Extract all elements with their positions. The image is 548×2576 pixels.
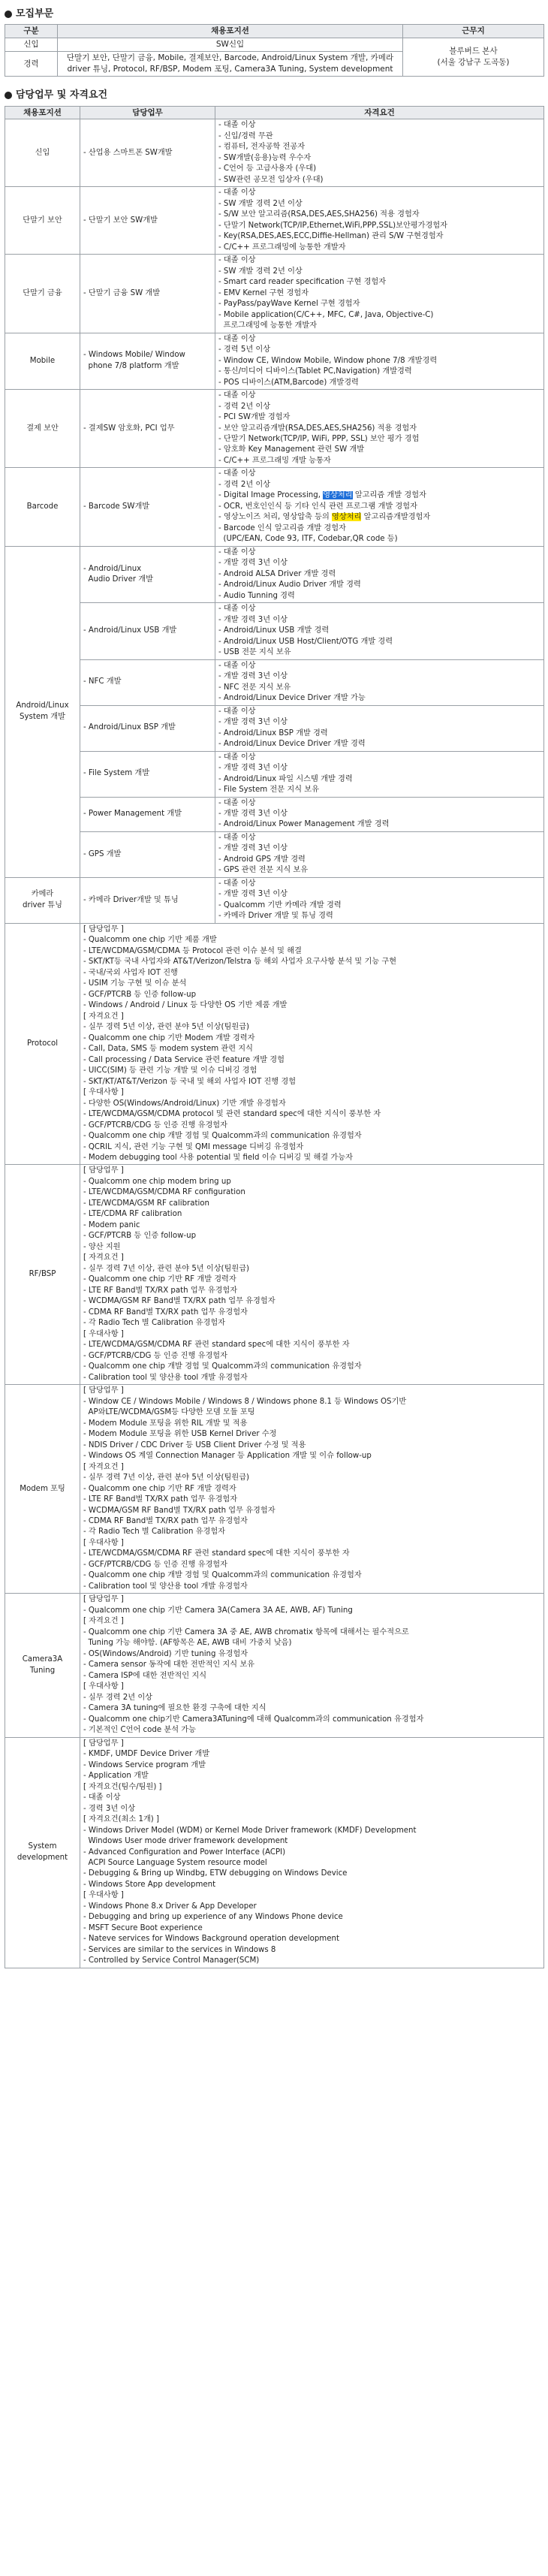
detail-item: - LTE/WCDMA/GSM/CDMA protocol 및 관련 standard spec에 대한 지식이 풍부한 자	[83, 1110, 381, 1119]
requirement-item: - 단말기 Network(TCP/IP,Ethernet,WiFi,PPP,SSL)보안평가경험자	[218, 221, 448, 230]
duties-table	[5, 106, 544, 1968]
position-cell: 단말기 금융	[5, 255, 80, 333]
detail-item: - CDMA RF Band별 TX/RX path 업무 유경험자	[83, 1516, 248, 1525]
requirement-item: - NFC 전문 지식 보유	[218, 683, 291, 692]
detail-item: - Camera ISP에 대한 전반적인 지식	[83, 1671, 207, 1680]
requirement-item: - Android GPS 개발 경력	[218, 855, 306, 864]
duty-row	[5, 333, 544, 389]
requirements-cell	[215, 831, 544, 877]
detail-item: Tuning 가능 해야함. (AF항목은 AE, AWB 대비 가중치 낮음)	[83, 1639, 292, 1648]
detail-item: [ 우대사항 ]	[83, 1088, 124, 1097]
detail-item: - Windows / Android / Linux 등 다양한 OS 기반 제품 개발	[83, 1001, 288, 1010]
requirements-list	[218, 547, 540, 602]
position-cell: Barcode	[5, 468, 80, 546]
header-position: 채용포지션	[58, 25, 403, 38]
details-cell	[80, 1737, 544, 1968]
details-cell	[80, 923, 544, 1165]
requirement-item: - Android/Linux Device Driver 개발 경력	[218, 740, 366, 749]
requirement-item: - Android/Linux Device Driver 개발 가능	[218, 694, 366, 703]
detail-item: - 양산 지원	[83, 1242, 121, 1251]
requirement-item: - Android/Linux Audio Driver 개발 경력	[218, 581, 361, 590]
requirement-item: - 대졸 이상	[218, 707, 256, 716]
location-cell: 블루버드 본사 (서울 강남구 도곡동)	[403, 38, 544, 77]
requirement-item: - SW개발(응용)능력 우수자	[218, 153, 312, 162]
detail-item: - NDIS Driver / CDC Driver 등 USB Client Driver 수정 및 적용	[83, 1440, 306, 1449]
detail-item: - WCDMA/GSM RF Band별 TX/RX path 업무 유경험자	[83, 1506, 276, 1515]
detail-item: - Qualcomm one chip 기반 Camera 3A(Camera 3A AE, AWB, AF) Tuning	[83, 1606, 353, 1615]
requirement-item: - 컴퓨터, 전자공학 전공자	[218, 143, 306, 152]
requirement-item: - 통신/미디어 디바이스(Tablet PC,Navigation) 개발경력	[218, 367, 412, 376]
requirement-item: - 개발 경력 3년 이상	[218, 809, 288, 818]
requirement-item: - POS 디바이스(ATM,Barcode) 개발경력	[218, 378, 359, 387]
requirements-cell	[215, 333, 544, 389]
requirement-item: - Qualcomm 기반 카메라 개발 경력	[218, 900, 342, 909]
requirements-list	[218, 753, 540, 796]
duty-row	[5, 877, 544, 923]
position-cell: Protocol	[5, 923, 80, 1165]
detail-item: - Camera sensor 동작에 대한 전반적인 지식 보유	[83, 1661, 255, 1670]
requirement-item: - 개발 경력 3년 이상	[218, 559, 288, 568]
detail-item: - GCF/PTCRB 등 인증 follow-up	[83, 990, 197, 999]
duty-row	[5, 797, 544, 831]
requirement-item: - PayPass/payWave Kernel 구현 경험자	[218, 300, 360, 309]
detail-item: ACPI Source Language System resource model	[83, 1859, 267, 1867]
requirements-cell	[215, 390, 544, 468]
detail-item: - Modem Module 포팅을 위한 RIL 개발 및 적용	[83, 1419, 248, 1428]
position-cell: SW신입	[58, 38, 403, 52]
detail-item: - 경력 3년 이상	[83, 1804, 136, 1813]
requirement-item: - C/C++ 프로그래밍 개발 능통자	[218, 456, 331, 465]
requirements-list	[218, 469, 540, 544]
requirement-item: - 대졸 이상	[218, 547, 256, 557]
requirement-item: - 보안 알고리즘개발(RSA,DES,AES,SHA256) 적용 경험자	[218, 424, 417, 433]
detail-item: - Windows Store App development	[83, 1880, 216, 1889]
detail-item: - 실무 경력 5년 이상, 관련 분야 5년 이상(팀원급)	[83, 1023, 250, 1032]
detail-item: - Qualcomm one chip 개발 경험 및 Qualcomm과의 communication 유경험자	[83, 1571, 362, 1580]
detail-item: Windows User mode driver framework development	[83, 1837, 288, 1846]
task-cell: - NFC 개발	[80, 659, 215, 705]
type-cell: 신입	[5, 38, 58, 52]
duty-row	[5, 390, 544, 468]
highlight-mark: 영상처리	[323, 491, 353, 500]
requirement-item: - Android/Linux USB 개발 경력	[218, 626, 330, 635]
requirement-item: - Audio Tunning 경력	[218, 591, 295, 600]
details-list	[83, 1166, 540, 1383]
position-cell: 단말기 보안, 단말기 금융, Mobile, 결제보안, Barcode, Android/Linux System 개발, 카메라 driver 튜닝, Protocol, RF/BSP, Modem 포팅, Camera3A Tuning, System development	[58, 52, 403, 77]
duty-row	[5, 603, 544, 659]
requirement-item: - OCR, 번호인인식 등 기타 인식 관련 프로그램 개발 경험자	[218, 502, 417, 511]
detail-item: - Windows Driver Model (WDM) or Kernel Mode Driver framework (KMDF) Development	[83, 1826, 417, 1835]
section1-heading	[5, 8, 543, 21]
header-position: 채용포지션	[5, 106, 80, 119]
detail-item: - 실무 경력 7년 이상, 관련 분야 5년 이상(팀원급)	[83, 1474, 250, 1483]
task-cell: - Barcode SW개발	[80, 468, 215, 546]
requirement-item: - PCI SW개발 경험자	[218, 413, 291, 422]
requirement-item: - C언어 등 고급사용자 (우대)	[218, 164, 317, 173]
requirement-item: - 암호화 Key Management 관련 SW 개발	[218, 445, 365, 454]
detail-item: - Qualcomm one chip 개발 경험 및 Qualcomm과의 communication 유경험자	[83, 1362, 362, 1371]
requirements-cell	[215, 603, 544, 659]
requirements-cell	[215, 468, 544, 546]
requirements-cell	[215, 119, 544, 187]
requirements-cell	[215, 546, 544, 602]
duty-row	[5, 705, 544, 751]
task-cell: - 산업용 스마트폰 SW개발	[80, 119, 215, 187]
detail-item: [ 우대사항 ]	[83, 1891, 124, 1900]
duty-row-wide	[5, 1165, 544, 1385]
detail-item: - Debugging and bring up experience of any Windows Phone device	[83, 1913, 343, 1922]
requirement-item: - 대졸 이상	[218, 753, 256, 762]
requirement-item: 프로그래밍에 능통한 개발자	[218, 321, 318, 330]
task-cell: - 결제SW 암호화, PCI 업무	[80, 390, 215, 468]
position-cell: Mobile	[5, 333, 80, 389]
position-cell: 결제 보안	[5, 390, 80, 468]
requirement-item: - 개발 경력 3년 이상	[218, 672, 288, 681]
task-cell: - Windows Mobile/ Window phone 7/8 platform 개발	[80, 333, 215, 389]
requirements-list	[218, 707, 540, 750]
detail-item: [ 자격요건 ]	[83, 1253, 124, 1262]
task-cell: - 단말기 금융 SW 개발	[80, 255, 215, 333]
requirements-list	[218, 188, 540, 253]
task-cell: - 카메라 Driver개발 및 튜닝	[80, 877, 215, 923]
detail-item: [ 자격요건 ]	[83, 1617, 124, 1626]
task-cell: - Android/Linux Audio Driver 개발	[80, 546, 215, 602]
detail-item: - Services are similar to the services in Windows 8	[83, 1945, 276, 1954]
header-location: 근무지	[403, 25, 544, 38]
task-cell: - Android/Linux USB 개발	[80, 603, 215, 659]
requirement-item: - Barcode 인식 알고리즘 개발 경험자	[218, 523, 346, 532]
duty-row	[5, 119, 544, 187]
detail-item: - Windows Phone 8.x Driver & App Developer	[83, 1902, 257, 1911]
position-cell: Android/Linux System 개발	[5, 546, 80, 877]
requirement-item: - 대졸 이상	[218, 798, 256, 807]
position-cell: 신입	[5, 119, 80, 187]
position-cell: System development	[5, 1737, 80, 1968]
detail-item: - Application 개발	[83, 1772, 149, 1781]
requirement-item: - Mobile application(C/C++, MFC, C#, Java, Objective-C)	[218, 310, 434, 319]
task-cell: - File System 개발	[80, 751, 215, 797]
bullet-icon	[5, 11, 12, 18]
requirement-item: - 대졸 이상	[218, 605, 256, 614]
requirement-item: - Android/Linux 파일 시스템 개발 경력	[218, 774, 353, 783]
detail-item: - 실무 경력 2년 이상	[83, 1693, 152, 1702]
requirement-item: - 대졸 이상	[218, 189, 256, 198]
detail-item: - Window CE / Windows Mobile / Windows 8 / Windows phone 8.1 등 Windows OS기반	[83, 1397, 407, 1406]
requirements-cell	[215, 877, 544, 923]
requirement-item: - Android/Linux USB Host/Client/OTG 개발 경력	[218, 637, 393, 646]
detail-item: [ 우대사항 ]	[83, 1329, 124, 1338]
detail-item: - LTE/CDMA RF calibration	[83, 1210, 182, 1219]
detail-item: - LTE/WCDMA/GSM/CDMA RF 관련 standard spec에 대한 지식이 풍부한 자	[83, 1341, 350, 1350]
requirement-item: - 경력 5년 이상	[218, 345, 271, 354]
requirements-list	[218, 833, 540, 876]
detail-item: - 각 Radio Tech 별 Calibration 유경험자	[83, 1528, 226, 1537]
requirements-cell	[215, 751, 544, 797]
detail-item: - SKT/KT/AT&T/Verizon 등 국내 및 해외 사업자 IOT 진행 경험	[83, 1077, 297, 1086]
duty-row	[5, 751, 544, 797]
requirement-item: - 경력 2년 이상	[218, 480, 271, 489]
detail-item: - Qualcomm one chip 기반 Modem 개발 경력자	[83, 1033, 255, 1042]
detail-item: - Qualcomm one chip기반 Camera3ATuning에 대해 Qualcomm과의 communication 유경험자	[83, 1715, 424, 1724]
duty-row	[5, 187, 544, 255]
position-cell: RF/BSP	[5, 1165, 80, 1385]
requirements-list	[218, 391, 540, 466]
detail-item: [ 자격요건 ]	[83, 1012, 124, 1021]
detail-item: [ 우대사항 ]	[83, 1682, 124, 1691]
detail-item: - Call, Data, SMS 등 modem system 관련 지식	[83, 1045, 253, 1054]
header-requirements: 자격요건	[215, 106, 544, 119]
duties-header-row	[5, 106, 544, 119]
position-cell: 카메라 driver 튜닝	[5, 877, 80, 923]
recruitment-row-new	[5, 38, 544, 52]
detail-item: - LTE/WCDMA/GSM RF calibration	[83, 1199, 209, 1208]
requirement-item: - Smart card reader specification 구현 경험자	[218, 278, 387, 287]
duty-row-wide	[5, 1385, 544, 1594]
recruitment-header-row	[5, 25, 544, 38]
requirement-item: - Key(RSA,DES,AES,ECC,Diffie-Hellman) 관리 S/W 구현경험자	[218, 232, 444, 241]
duty-row-wide	[5, 923, 544, 1165]
detail-item: [ 담당업무 ]	[83, 925, 124, 934]
header-type: 구분	[5, 25, 58, 38]
requirement-item: - SW관련 공모전 입상자 (우대)	[218, 175, 324, 184]
requirement-item: - Android ALSA Driver 개발 경력	[218, 569, 336, 578]
duty-row	[5, 468, 544, 546]
details-cell	[80, 1594, 544, 1737]
requirements-cell	[215, 187, 544, 255]
requirement-item: - Android/Linux Power Management 개발 경력	[218, 820, 390, 829]
bullet-icon	[5, 92, 12, 99]
details-list	[83, 1739, 540, 1967]
requirements-list	[218, 604, 540, 658]
duty-row	[5, 831, 544, 877]
detail-item: - 국내/국외 사업자 IOT 진행	[83, 968, 178, 977]
type-cell: 경력	[5, 52, 58, 77]
requirement-item: - GPS 관련 전문 지식 보유	[218, 866, 309, 875]
detail-item: - KMDF, UMDF Device Driver 개발	[83, 1750, 210, 1759]
requirement-item: - 대졸 이상	[218, 879, 256, 888]
requirements-list	[218, 661, 540, 704]
detail-item: - LTE/WCDMA/GSM/CDMA RF configuration	[83, 1188, 245, 1197]
requirements-cell	[215, 255, 544, 333]
detail-item: - LTE/WCDMA/GSM/CDMA RF 관련 standard spec에 대한 지식이 풍부한 자	[83, 1549, 350, 1558]
section2-title: 담당업무 및 자격요건	[16, 89, 108, 101]
detail-item: - GCF/PTCRB/CDG 등 인증 진행 유경험자	[83, 1560, 227, 1569]
detail-item: - Advanced Configuration and Power Interface (ACPI)	[83, 1848, 286, 1857]
detail-item: - GCF/PTCRB/CDG 등 인증 진행 유경험자	[83, 1121, 227, 1130]
detail-item: - LTE/WCDMA/GSM/CDMA 등 Protocol 관련 이슈 분석 및 해결	[83, 946, 302, 955]
detail-item: - UICC(SIM) 등 관련 기능 개발 및 이슈 디버깅 경험	[83, 1066, 257, 1075]
detail-item: - SKT/KT등 국내 사업자와 AT&T/Verizon/Telstra 등 해외 사업자 요구사항 분석 및 기능 구현	[83, 958, 397, 967]
detail-item: - Calibration tool 및 양산용 tool 개발 유경험자	[83, 1373, 248, 1382]
detail-item: - 기본적인 C언어 code 분석 가능	[83, 1726, 196, 1735]
requirements-cell	[215, 659, 544, 705]
detail-item: [ 담당업무 ]	[83, 1595, 124, 1604]
detail-item: - 다양한 OS(Windows/Android/Linux) 기반 개발 유경험자	[83, 1099, 286, 1108]
requirement-item: - S/W 보안 알고리즘(RSA,DES,AES,SHA256) 적용 경험자	[218, 210, 420, 219]
requirement-item: - 경력 2년 이상	[218, 402, 271, 411]
detail-item: - OS(Windows/Android) 기반 tuning 유경험자	[83, 1649, 248, 1658]
detail-item: - Call processing / Data Service 관련 feature 개발 경험	[83, 1055, 285, 1064]
detail-item: - GCF/PTCRB/CDG 등 인증 진행 유경험자	[83, 1351, 227, 1360]
detail-item: - Qualcomm one chip 개발 경험 및 Qualcomm과의 communication 유경험자	[83, 1132, 362, 1141]
detail-item: - 각 Radio Tech 별 Calibration 유경험자	[83, 1319, 226, 1328]
requirement-item: - 단말기 Network(TCP/IP, WiFi, PPP, SSL) 보안 평가 경험	[218, 435, 420, 443]
detail-item: [ 담당업무 ]	[83, 1739, 124, 1748]
detail-item: - Calibration tool 및 양산용 tool 개발 유경험자	[83, 1582, 248, 1591]
detail-item: - Qualcomm one chip 기반 제품 개발	[83, 936, 217, 945]
requirement-item: - 대졸 이상	[218, 121, 256, 130]
detail-item: - Controlled by Service Control Manager(SCM)	[83, 1956, 260, 1965]
header-task: 담당업무	[80, 106, 215, 119]
requirements-list	[218, 879, 540, 922]
position-cell: Camera3A Tuning	[5, 1594, 80, 1737]
requirements-list	[218, 798, 540, 831]
section2-heading	[5, 89, 543, 102]
requirement-item: - 신입/경력 무관	[218, 131, 273, 140]
duty-row-wide	[5, 1737, 544, 1968]
requirement-item: - 영상노이즈 처리, 영상압축 등의 영상처리 알고리즘개발경험자	[218, 513, 431, 522]
requirement-item: - 대졸 이상	[218, 661, 256, 670]
task-cell: - GPS 개발	[80, 831, 215, 877]
detail-item: - LTE RF Band별 TX/RX path 업무 유경험자	[83, 1495, 238, 1504]
detail-item: - Modem panic	[83, 1220, 140, 1229]
duty-row-wide	[5, 1594, 544, 1737]
detail-item: - LTE RF Band별 TX/RX path 업무 유경험자	[83, 1286, 238, 1295]
requirement-item: - C/C++ 프로그래밍에 능통한 개발자	[218, 243, 346, 252]
requirement-item: - Window CE, Window Mobile, Window phone 7/8 개발경력	[218, 356, 438, 365]
requirement-item: - SW 개발 경력 2년 이상	[218, 267, 303, 276]
duty-row	[5, 546, 544, 602]
task-cell: - Android/Linux BSP 개발	[80, 705, 215, 751]
detail-item: [ 담당업무 ]	[83, 1386, 124, 1395]
detail-item: - Debugging & Bring up Windbg, ETW debugging on Windows Device	[83, 1869, 348, 1878]
detail-item: [ 우대사항 ]	[83, 1538, 124, 1547]
requirement-item: - 개발 경력 3년 이상	[218, 615, 288, 624]
detail-item: - WCDMA/GSM RF Band별 TX/RX path 업무 유경험자	[83, 1297, 276, 1306]
detail-item: - QCRIL 지식, 관련 기능 구현 및 QMI message 디버깅 유경험자	[83, 1142, 304, 1151]
highlight-mark: 영상처리	[332, 513, 362, 522]
detail-item: - Nateve services for Windows Background operation development	[83, 1935, 339, 1944]
requirement-item: - 개발 경력 3년 이상	[218, 764, 288, 773]
task-cell: - 단말기 보안 SW개발	[80, 187, 215, 255]
detail-item: - Modem Module 포팅을 위한 USB Kernel Driver 수정	[83, 1430, 277, 1439]
details-list	[83, 1594, 540, 1736]
requirements-list	[218, 334, 540, 388]
requirements-list	[218, 255, 540, 331]
requirement-item: - Digital Image Processing, 영상처리 알고리즘 개발 경험자	[218, 491, 426, 500]
requirement-item: - 대졸 이상	[218, 469, 256, 478]
detail-item: - Qualcomm one chip 기반 RF 개발 경력자	[83, 1484, 236, 1493]
detail-item: - Qualcomm one chip 기반 RF 개발 경력자	[83, 1275, 236, 1284]
requirement-item: - 개발 경력 3년 이상	[218, 890, 288, 899]
position-cell: Modem 포팅	[5, 1385, 80, 1594]
detail-item: - CDMA RF Band별 TX/RX path 업무 유경험자	[83, 1308, 248, 1317]
detail-item: - Camera 3A tuning에 필요한 환경 구축에 대한 지식	[83, 1704, 266, 1713]
requirement-item: - File System 전문 지식 보유	[218, 786, 319, 795]
detail-item: - 대졸 이상	[83, 1793, 121, 1802]
requirements-cell	[215, 797, 544, 831]
details-list	[83, 1386, 540, 1592]
requirement-item: - 개발 경력 3년 이상	[218, 844, 288, 853]
detail-item: - USIM 기능 구현 및 이슈 분석	[83, 979, 187, 988]
requirement-item: - USB 전문 지식 보유	[218, 648, 291, 657]
detail-item: - MSFT Secure Boot experience	[83, 1923, 203, 1932]
detail-item: - GCF/PTCRB 등 인증 follow-up	[83, 1232, 197, 1241]
duty-row	[5, 659, 544, 705]
requirements-cell	[215, 705, 544, 751]
detail-item: [ 담당업무 ]	[83, 1166, 124, 1175]
detail-item: - Modem debugging tool 사용 potential 및 field 이슈 디버깅 및 해결 가능자	[83, 1154, 353, 1162]
requirement-item: - SW 개발 경력 2년 이상	[218, 199, 303, 208]
requirement-item: - 대졸 이상	[218, 833, 256, 842]
duty-row	[5, 255, 544, 333]
requirement-item: - 대졸 이상	[218, 391, 256, 400]
detail-item: [ 자격요건(팀수/팀원) ]	[83, 1782, 162, 1791]
details-cell	[80, 1385, 544, 1594]
details-cell	[80, 1165, 544, 1385]
detail-item: - Windows OS 계열 Connection Manager 등 Application 개발 및 이슈 follow-up	[83, 1452, 372, 1461]
detail-item: - Qualcomm one chip modem bring up	[83, 1177, 231, 1186]
detail-item: [ 자격요건(최소 1개) ]	[83, 1815, 159, 1824]
section1-title: 모집부문	[16, 8, 54, 20]
position-cell: 단말기 보안	[5, 187, 80, 255]
requirement-item: - EMV Kernel 구현 경험자	[218, 288, 309, 297]
details-list	[83, 925, 540, 1164]
requirement-item: - Android/Linux BSP 개발 경력	[218, 728, 328, 738]
requirement-item: (UPC/EAN, Code 93, ITF, Codebar,QR code 등)	[218, 535, 398, 544]
requirement-item: - 대졸 이상	[218, 256, 256, 265]
detail-item: - 실무 경력 7년 이상, 관련 분야 5년 이상(팀원급)	[83, 1264, 250, 1273]
detail-item: - Windows Service program 개발	[83, 1760, 206, 1769]
requirements-list	[218, 120, 540, 186]
detail-item: [ 자격요건 ]	[83, 1462, 124, 1471]
requirement-item: - 대졸 이상	[218, 334, 256, 343]
requirement-item: - 카메라 Driver 개발 및 튜닝 경력	[218, 912, 333, 921]
recruitment-table	[5, 24, 544, 77]
requirement-item: - 개발 경력 3년 이상	[218, 718, 288, 727]
task-cell: - Power Management 개발	[80, 797, 215, 831]
detail-item: AP와LTE/WCDMA/GSM등 다양한 모뎀 모듈 포팅	[83, 1408, 255, 1417]
detail-item: - Qualcomm one chip 기반 Camera 3A 중 AE, AWB chromatix 항목에 대해서는 필수적으로	[83, 1627, 409, 1636]
